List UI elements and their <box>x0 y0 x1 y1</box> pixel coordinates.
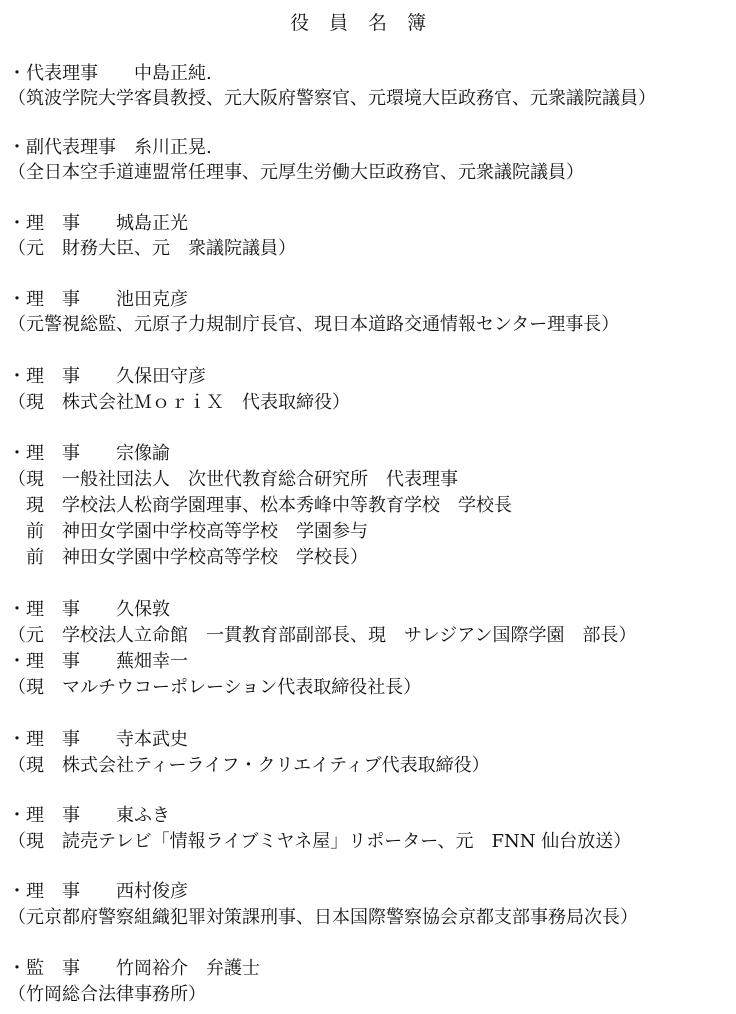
officer-detail-line: （元京都府警察組織犯罪対策課刑事、日本国際警察協会京都支部事務局次長） <box>8 907 638 928</box>
officer-detail-line: （現 読売テレビ「情報ライブミヤネ屋」リポーター、元 FNN 仙台放送） <box>8 831 632 852</box>
officer-name-line: ・理 事 蕪畑幸一 <box>8 651 188 672</box>
officer-name-line: ・理 事 寺本武史 <box>8 729 188 750</box>
officer-detail-line: 前 神田女学園中学校高等学校 学園参与 <box>8 521 368 542</box>
auditor-name-line: ・監 事 竹岡裕介 弁護士 <box>8 958 260 979</box>
document-title: 役員名簿 <box>290 12 446 34</box>
officer-detail-line: （元警視総監、元原子力規制庁長官、現日本道路交通情報センター理事長） <box>8 314 620 335</box>
officer-name-line: ・理 事 池田克彦 <box>8 289 188 310</box>
officer-name-line: ・理 事 東ふき <box>8 805 170 826</box>
officer-detail-line: （元 財務大臣、元 衆議院議員） <box>8 238 296 259</box>
officer-detail-line: （現 株式会社ＭｏｒｉＸ 代表取締役） <box>8 392 350 413</box>
officer-detail-line: （現 マルチウコーポレーション代表取締役社長） <box>8 677 422 698</box>
officer-detail-line: （現 株式会社ティーライフ・クリエイティブ代表取締役） <box>8 755 490 776</box>
officer-detail-line: （筑波学院大学客員教授、元大阪府警察官、元環境大臣政務官、元衆議院議員） <box>8 88 656 109</box>
officer-detail-line: 現 学校法人松商学園理事、松本秀峰中等教育学校 学校長 <box>8 495 512 516</box>
officer-name-line: ・代表理事 中島正純. <box>8 63 212 84</box>
officer-name-line: ・理 事 西村俊彦 <box>8 881 188 902</box>
officer-name-line: ・副代表理事 糸川正晃. <box>8 137 212 158</box>
officer-name-line: ・理 事 久保敦 <box>8 599 170 620</box>
officer-name-line: ・理 事 久保田守彦 <box>8 366 206 387</box>
officer-detail-line: （全日本空手道連盟常任理事、元厚生労働大臣政務官、元衆議院議員） <box>8 162 584 183</box>
officer-detail-line: （元 学校法人立命館 一貫教育部副部長、現 サレジアン国際学園 部長） <box>8 625 637 646</box>
officer-detail-line: （現 一般社団法人 次世代教育総合研究所 代表理事 <box>8 469 458 490</box>
officer-detail-line: 前 神田女学園中学校高等学校 学校長） <box>8 547 368 568</box>
officer-name-line: ・理 事 城島正光 <box>8 213 188 234</box>
auditor-detail-line: （竹岡総合法律事務所） <box>8 984 206 1005</box>
officer-name-line: ・理 事 宗像諭 <box>8 443 170 464</box>
